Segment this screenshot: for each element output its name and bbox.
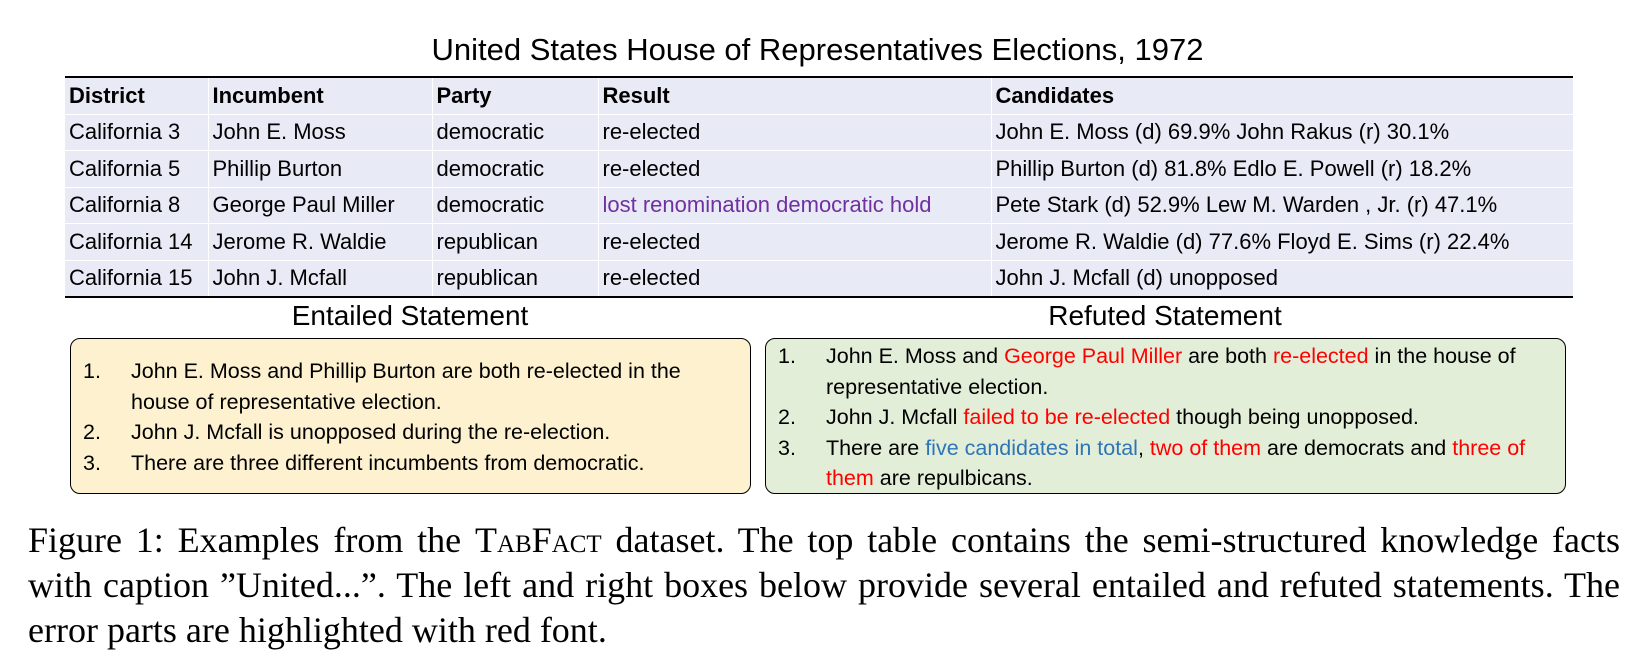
list-item — [83, 417, 740, 448]
cell-candidates: Phillip Burton (d) 81.8% Edlo E. Powell (r) 18.2% — [991, 151, 1573, 188]
cell-candidates: Pete Stark (d) 52.9% Lew M. Warden , Jr. (r) 47.1% — [991, 187, 1573, 224]
header-party: Party — [432, 77, 598, 114]
statement-text: There are three different incumbents from democratic. — [131, 450, 645, 475]
statement-text: John E. Moss and Phillip Burton are both re-elected in the house of representative election. — [131, 359, 681, 414]
item-number: 1. — [83, 359, 101, 383]
entailed-statements-box — [70, 338, 751, 494]
header-candidates: Candidates — [991, 77, 1573, 114]
table-row — [65, 187, 1573, 224]
cell-candidates: Jerome R. Waldie (d) 77.6% Floyd E. Sims (r) 22.4% — [991, 224, 1573, 261]
error-text: three of them — [826, 435, 1526, 490]
cell-district: California 14 — [65, 224, 208, 261]
plain-text: , — [1137, 435, 1150, 460]
cell-party: republican — [432, 260, 598, 297]
statement-text: John J. Mcfall is unopposed during the re-election. — [131, 420, 611, 444]
table-header-row — [65, 77, 1573, 114]
cell-party: democratic — [432, 114, 598, 151]
list-item — [778, 341, 1555, 402]
figure-caption — [28, 518, 1620, 653]
list-item — [83, 356, 740, 417]
item-number: 3. — [778, 435, 796, 460]
refuted-statements-box — [765, 338, 1566, 494]
cell-incumbent: John E. Moss — [208, 114, 432, 151]
item-number: 1. — [778, 344, 796, 368]
cell-result: re-elected — [598, 224, 991, 261]
cell-incumbent: George Paul Miller — [208, 187, 432, 224]
plain-text: though being unopposed. — [1170, 405, 1419, 429]
caption-label: Figure 1: Examples from the — [28, 520, 475, 560]
list-item — [83, 448, 740, 479]
item-number: 3. — [83, 450, 101, 475]
cell-party: republican — [432, 224, 598, 261]
list-item — [778, 402, 1555, 433]
table-row — [65, 151, 1573, 188]
table-row — [65, 114, 1573, 151]
refuted-heading: Refuted Statement — [1048, 300, 1282, 331]
cell-result-highlighted: lost renomination democratic hold — [598, 187, 991, 224]
header-incumbent: Incumbent — [208, 77, 432, 114]
error-text: re-elected — [1272, 344, 1369, 368]
table-row — [65, 260, 1573, 297]
cell-candidates: John J. Mcfall (d) unopposed — [991, 260, 1573, 297]
table-row — [65, 224, 1573, 261]
cell-incumbent: Phillip Burton — [208, 151, 432, 188]
cell-result: re-elected — [598, 114, 991, 151]
cell-district: California 5 — [65, 151, 208, 188]
statement-text — [826, 433, 1555, 494]
entailed-list — [83, 356, 740, 478]
entailed-heading: Entailed Statement — [291, 300, 529, 331]
plain-text: John J. Mcfall — [826, 405, 964, 429]
statement-text — [826, 402, 1555, 433]
cell-party: democratic — [432, 187, 598, 224]
plain-text: There are — [826, 435, 926, 460]
error-text: George Paul Miller — [1004, 344, 1183, 368]
plain-text: are both — [1182, 344, 1273, 368]
item-number: 2. — [778, 405, 796, 429]
plain-text: are democrats and — [1261, 435, 1453, 460]
error-text: failed to be re-elected — [963, 405, 1171, 429]
caption-body: dataset. The top table contains the semi-structured knowledge facts with caption ”United...”. The left and right boxes below provide several entailed and refuted statements. The error parts are highlighted with red font. — [28, 520, 1620, 650]
header-district: District — [65, 77, 208, 114]
refuted-list — [778, 341, 1555, 494]
cell-result: re-elected — [598, 151, 991, 188]
cell-district: California 15 — [65, 260, 208, 297]
cell-party: democratic — [432, 151, 598, 188]
plain-text: John E. Moss and — [826, 344, 1005, 368]
plain-text: are repulbicans. — [873, 466, 1033, 490]
cell-result: re-elected — [598, 260, 991, 297]
statement-text — [826, 341, 1555, 402]
list-item — [778, 433, 1555, 494]
cell-incumbent: Jerome R. Waldie — [208, 224, 432, 261]
dataset-name: TabFact — [474, 520, 602, 560]
plain-text: in the house of representative election. — [826, 344, 1516, 399]
header-result: Result — [598, 77, 991, 114]
cell-district: California 8 — [65, 187, 208, 224]
cell-district: California 3 — [65, 114, 208, 151]
aux-text: five candidates in total — [925, 435, 1138, 460]
facts-table — [65, 76, 1573, 298]
item-number: 2. — [83, 420, 101, 444]
table-title: United States House of Representatives Elections, 1972 — [431, 32, 1204, 67]
error-text: two of them — [1149, 435, 1262, 460]
cell-candidates: John E. Moss (d) 69.9% John Rakus (r) 30.1% — [991, 114, 1573, 151]
cell-incumbent: John J. Mcfall — [208, 260, 432, 297]
